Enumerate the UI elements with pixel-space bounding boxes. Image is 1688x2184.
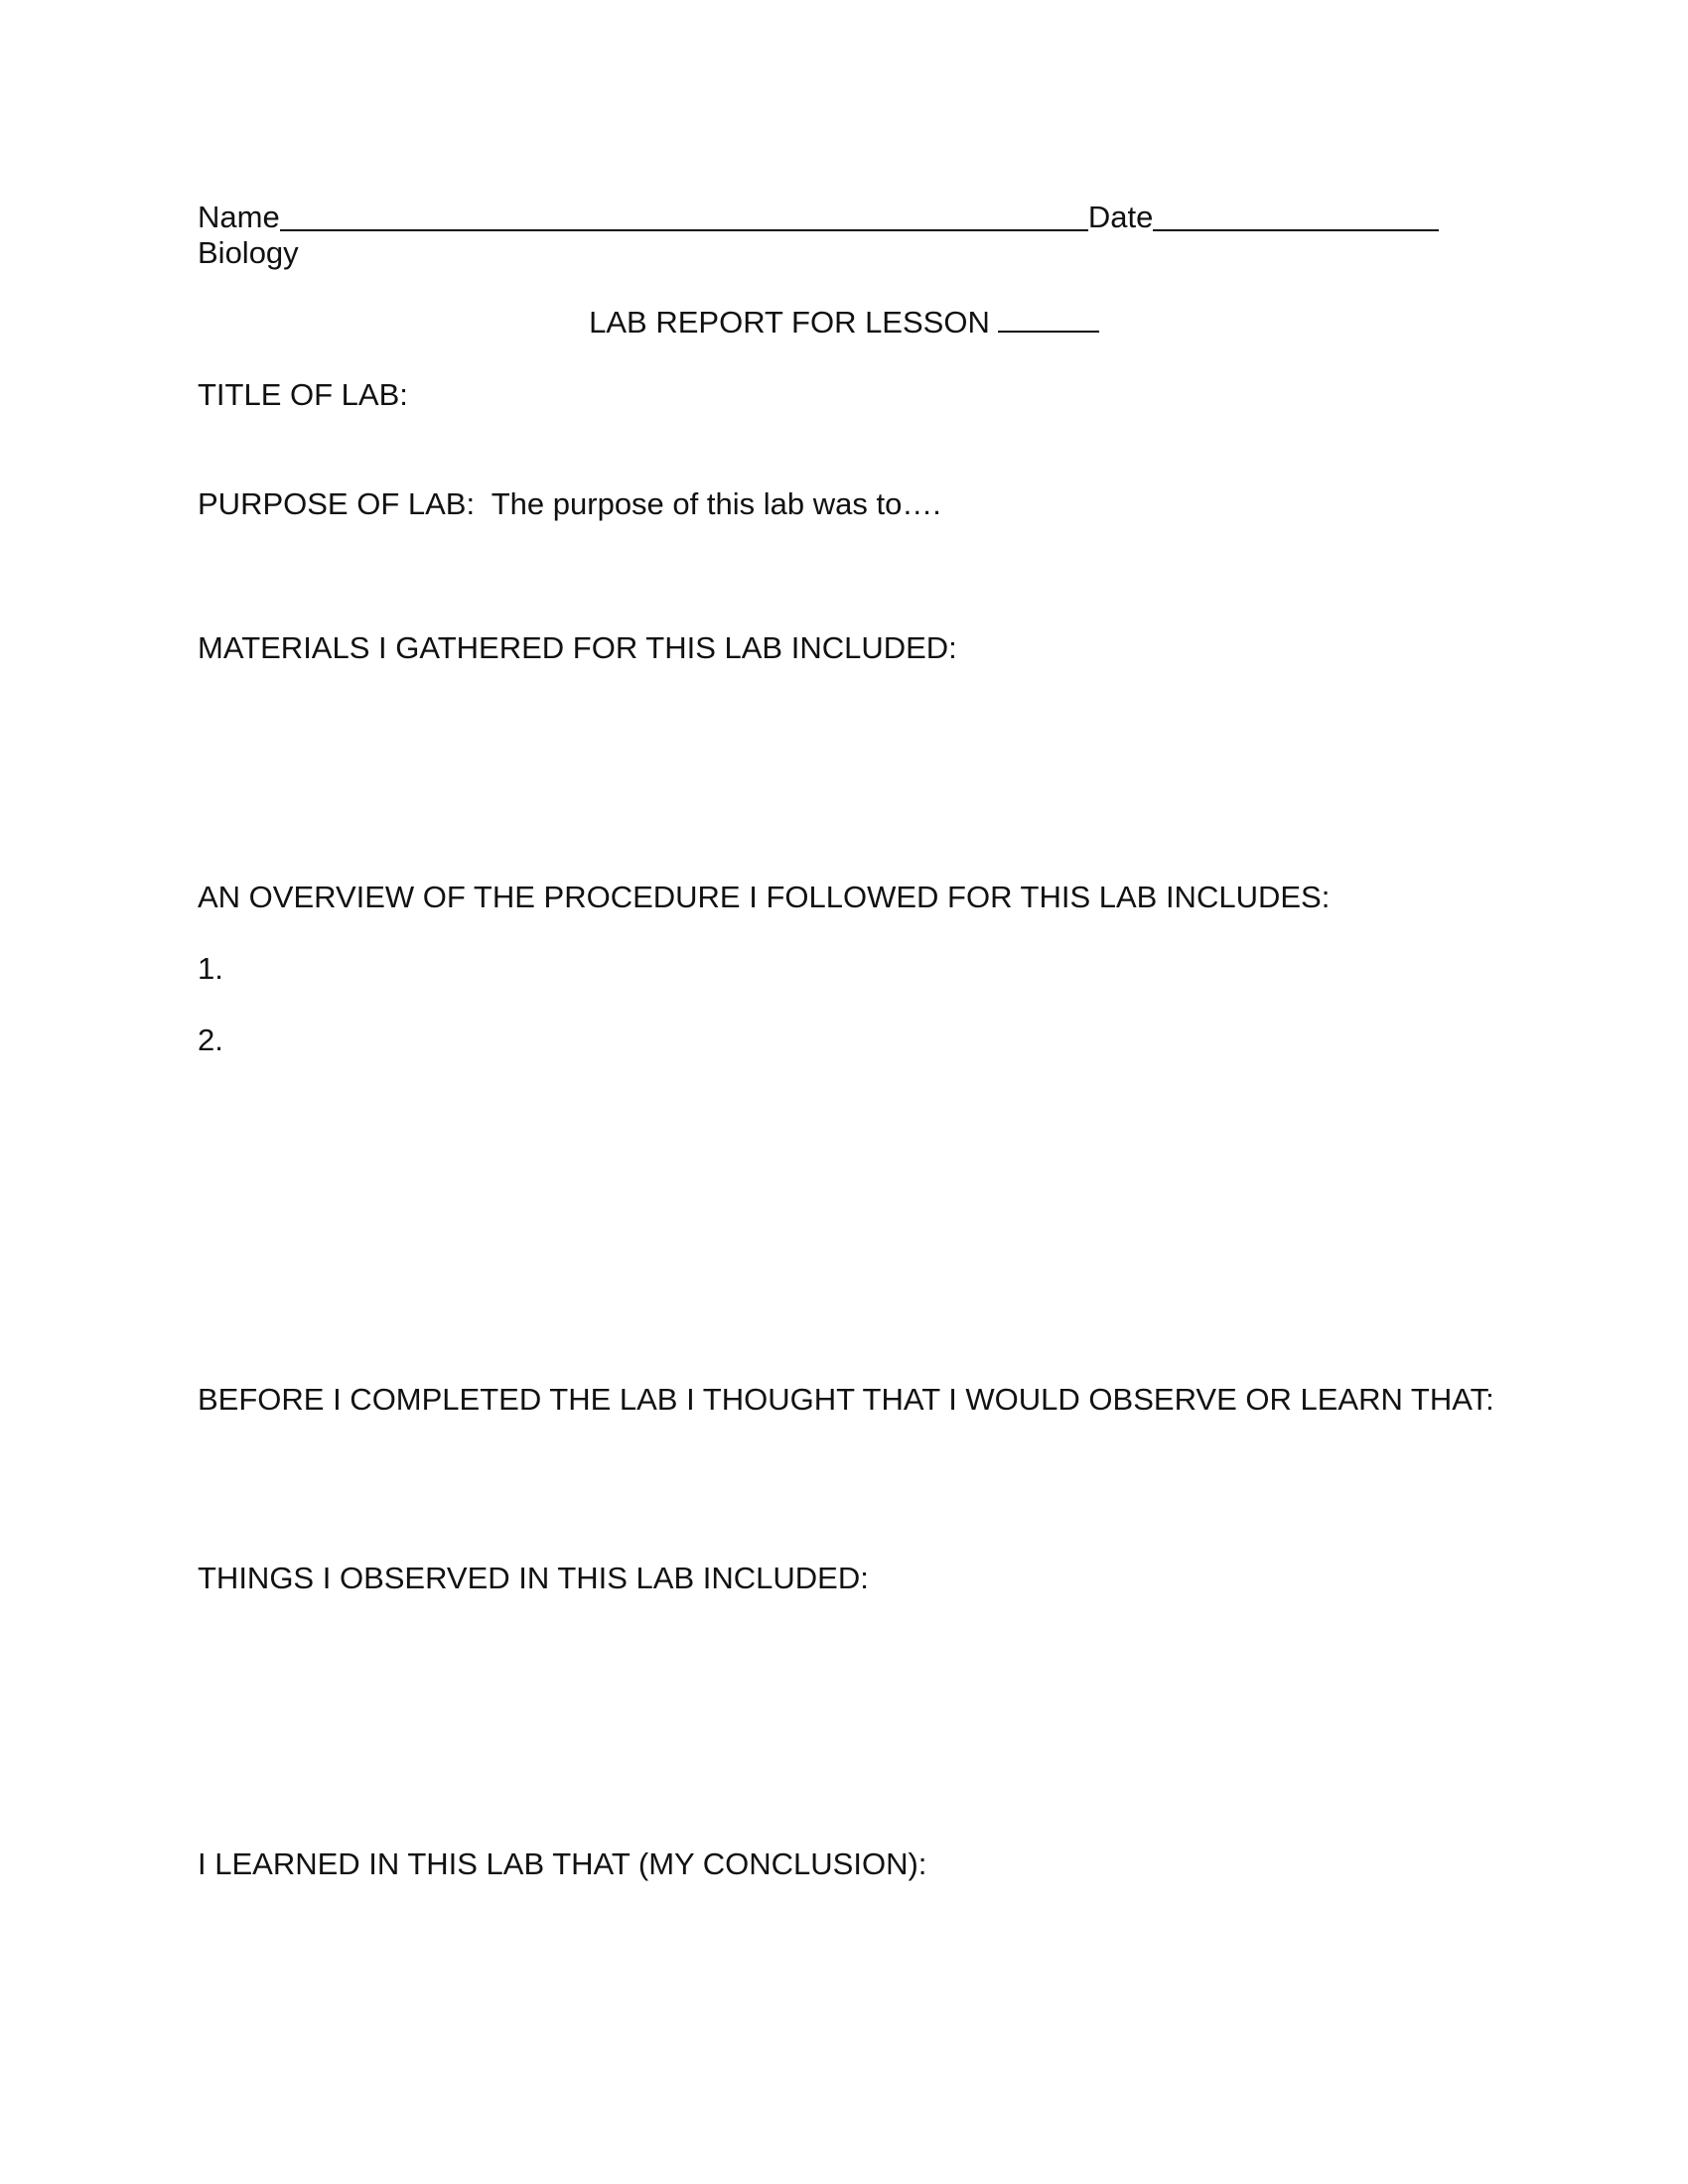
hypothesis-heading: BEFORE I COMPLETED THE LAB I THOUGHT THAT I WOULD OBSERVE OR LEARN THAT: (198, 1382, 1494, 1417)
date-label: Date (1087, 200, 1154, 234)
report-title (0, 303, 1688, 341)
title-of-lab-heading: TITLE OF LAB: (198, 377, 408, 412)
conclusion-heading: I LEARNED IN THIS LAB THAT (MY CONCLUSION): (198, 1846, 927, 1881)
observations-heading: THINGS I OBSERVED IN THIS LAB INCLUDED: (198, 1561, 869, 1595)
purpose-heading: PURPOSE OF LAB: The purpose of this lab was to…. (198, 486, 941, 521)
procedure-item-2: 2. (198, 1023, 223, 1057)
name-blank-line[interactable] (280, 200, 1088, 231)
name-label: Name (198, 200, 280, 234)
report-title-text: LAB REPORT FOR LESSON (589, 305, 990, 340)
procedure-heading: AN OVERVIEW OF THE PROCEDURE I FOLLOWED FOR THIS LAB INCLUDES: (198, 880, 1331, 914)
procedure-item-1: 1. (198, 951, 223, 986)
date-blank-line[interactable] (1153, 200, 1439, 231)
lesson-number-blank[interactable] (998, 303, 1099, 333)
subject-label: Biology (198, 235, 299, 270)
name-date-row (198, 196, 1439, 235)
materials-heading: MATERIALS I GATHERED FOR THIS LAB INCLUDED: (198, 630, 957, 665)
